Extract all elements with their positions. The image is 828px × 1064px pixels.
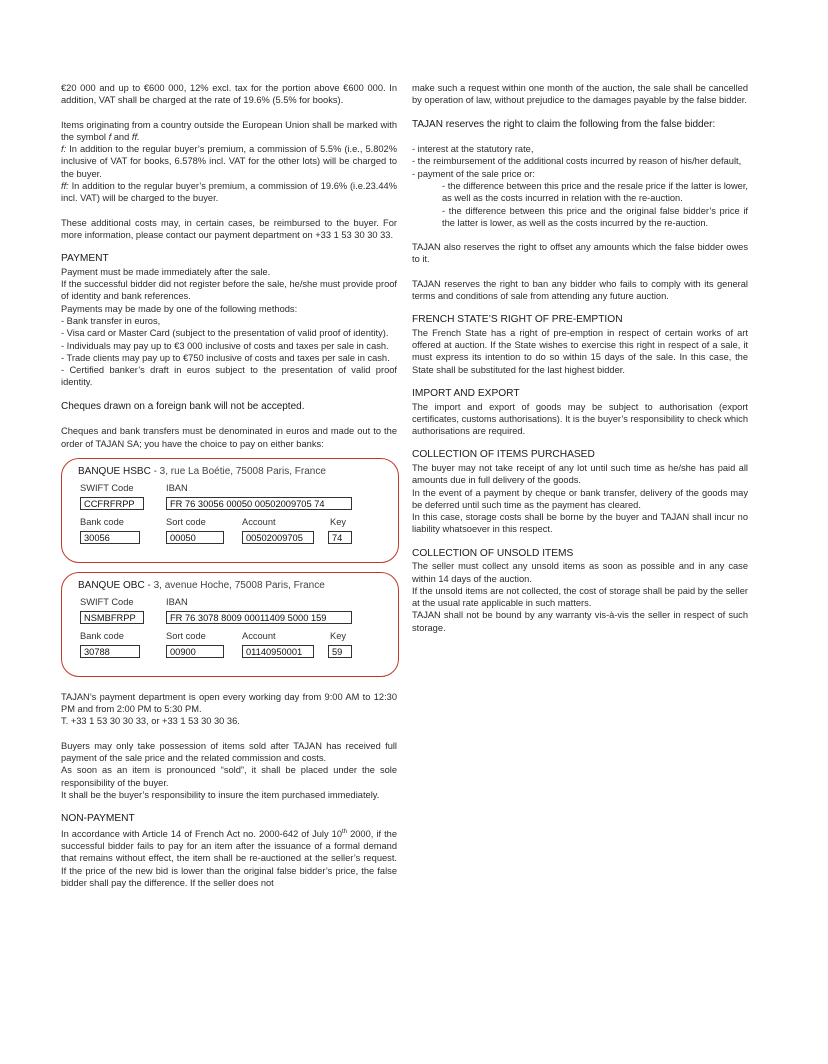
- swift-value: CCFRFRPP: [80, 497, 144, 510]
- sort-code-value: 00900: [166, 645, 224, 658]
- claim-heading: TAJAN reserves the right to claim the following from the false bidder:: [412, 118, 716, 130]
- collection-paragraph: In this case, storage costs shall be borne by the buyer and TAJAN shall incur no liability whatsoever in this respect.: [412, 512, 748, 535]
- bank-code-value: 30788: [80, 645, 140, 658]
- cheques-notice: Cheques drawn on a foreign bank will not be accepted.: [61, 400, 305, 412]
- right-column: [412, 82, 748, 634]
- bank-title: BANQUE OBC - 3, avenue Hoche, 75008 Paris, France: [78, 579, 325, 591]
- bank-details: [78, 594, 388, 670]
- collection-paragraph: The buyer may not take receipt of any lot until such time as he/she has paid all amounts due in full delivery of the goods.: [412, 462, 748, 486]
- payment-method: - Visa card or Master Card (subject to the presentation of valid proof of identity).: [61, 328, 389, 339]
- bank-box-hsbc: [61, 458, 399, 563]
- f-symbol-paragraph: f: In addition to the regular buyer’s premium, a commission of 5.5% (i.e., 5.802% inclusive of VAT for books, 6.578% incl. VAT for the other lots) will be charged to the buyer.: [61, 144, 397, 179]
- ff-symbol-paragraph: ff: In addition to the regular buyer’s premium, a commission of 19.6% (i.e.23.44% incl. VAT) will be charged to the buyer.: [61, 181, 397, 204]
- iban-value: FR 76 30056 00050 00502009705 74: [166, 497, 352, 510]
- iban-label: IBAN: [166, 482, 188, 493]
- bank-box-obc: [61, 572, 399, 677]
- sort-code-label: Sort code: [166, 516, 206, 527]
- bank-code-label: Bank code: [80, 516, 124, 527]
- payment-department-hours: TAJAN’s payment department is open every working day from 9:00 AM to 12:30 PM and from 2:00 PM to 5:30 PM.: [61, 691, 397, 715]
- possession-paragraph: It shall be the buyer’s responsibility to insure the item purchased immediately.: [61, 789, 380, 800]
- swift-value: NSMBFRPP: [80, 611, 144, 624]
- bank-details: [78, 480, 388, 556]
- possession-paragraph: Buyers may only take possession of items sold after TAJAN has received full payment of the sale price and the related commission and costs.: [61, 740, 397, 764]
- left-column: [61, 82, 397, 889]
- swift-label: SWIFT Code: [80, 482, 134, 493]
- non-payment-continuation: make such a request within one month of the auction, the sale shall be cancelled by operation of law, without prejudice to the damages payable by the false bidder.: [412, 83, 748, 106]
- premium-paragraph: €20 000 and up to €600 000, 12% excl. tax for the portion above €600 000. In addition, VAT shall be charged at the rate of 19.6% (5.5% for books).: [61, 83, 397, 106]
- claim-subitem: - the difference between this price and the original false bidder’s price if the latter is lower, as well as the costs incurred by the re-auction.: [442, 205, 748, 228]
- claim-item: - interest at the statutory rate,: [412, 144, 534, 155]
- claim-subitem: - the difference between this price and the resale price if the latter is lower, as well as the costs incurred in relation with the re-auction.: [442, 180, 748, 204]
- account-value: 01140950001: [242, 645, 314, 658]
- preemption-heading: FRENCH STATE’S RIGHT OF PRE-EMPTION: [412, 314, 623, 326]
- payment-method: - Trade clients may pay up to €750 inclusive of costs and taxes per sale in cash.: [61, 352, 390, 363]
- ban-paragraph: TAJAN reserves the right to ban any bidder who fails to comply with its general terms and conditions of sale from attending any future auction.: [412, 278, 748, 302]
- payment-method: - Certified banker’s draft in euros subject to the presentation of valid proof identity.: [61, 365, 397, 388]
- payment-line: Payments may be made by one of the following methods:: [61, 303, 298, 314]
- payment-department-phone: T. +33 1 53 30 30 33, or +33 1 53 30 30 36.: [61, 716, 240, 727]
- preemption-paragraph: The French State has a right of pre-emption in respect of certain works of art offered at auction. If the State wishes to exercise this right in respect of a sale, it must express its intention to do so within 15 days of the sale. In this case, the State shall be substituted for the last highest bidder.: [412, 327, 748, 375]
- iban-value: FR 76 3078 8009 00011409 5000 159: [166, 611, 352, 624]
- collection-purchased-heading: COLLECTION OF ITEMS PURCHASED: [412, 449, 595, 461]
- non-payment-paragraph: In accordance with Article 14 of French Act no. 2000-642 of July 10th 2000, if the successful bidder fails to pay for an item after the issuance of a formal demand that remains without effect, the item shall be re-auctioned at the seller’s request. If the price of the new bid is lower than the original false bidder’s price, the false bidder shall pay the difference. If the seller does not: [61, 828, 398, 888]
- bank-code-label: Bank code: [80, 630, 124, 641]
- import-export-heading: IMPORT AND EXPORT: [412, 388, 520, 400]
- key-label: Key: [330, 516, 347, 527]
- denomination-paragraph: Cheques and bank transfers must be denominated in euros and made out to the order of TAJAN SA; you have the choice to pay on either banks:: [61, 426, 397, 449]
- bank-code-value: 30056: [80, 531, 140, 544]
- payment-method: - Individuals may pay up to €3 000 inclusive of costs and taxes per sale in cash.: [61, 340, 389, 351]
- iban-label: IBAN: [166, 596, 188, 607]
- bank-title: BANQUE HSBC - 3, rue La Boétie, 75008 Paris, France: [78, 465, 326, 477]
- swift-label: SWIFT Code: [80, 596, 134, 607]
- payment-line: If the successful bidder did not register before the sale, he/she must provide proof of identity and bank references.: [61, 279, 397, 302]
- payment-heading: PAYMENT: [61, 253, 109, 265]
- key-value: 59: [328, 645, 352, 658]
- key-label: Key: [330, 630, 347, 641]
- non-payment-heading: NON-PAYMENT: [61, 813, 135, 825]
- eu-origin-paragraph: Items originating from a country outside the European Union shall be marked with the symbol f and ff.: [61, 119, 397, 142]
- account-label: Account: [242, 516, 276, 527]
- sort-code-value: 00050: [166, 531, 224, 544]
- collection-unsold-heading: COLLECTION OF UNSOLD ITEMS: [412, 547, 574, 559]
- claim-item: - payment of the sale price or:: [412, 168, 535, 179]
- account-value: 00502009705: [242, 531, 314, 544]
- payment-line: Payment must be made immediately after the sale.: [61, 266, 271, 277]
- reimbursement-paragraph: These additional costs may, in certain cases, be reimbursed to the buyer. For more information, please contact our payment department on +33 1 53 30 30 33.: [61, 217, 397, 240]
- import-export-paragraph: The import and export of goods may be subject to authorisation (export certificates, customs authorisations). It is the buyer’s responsibility to check which authorisations are required.: [412, 401, 748, 437]
- claim-item: - the reimbursement of the additional costs incurred by reason of his/her default,: [412, 156, 742, 167]
- collection-paragraph: In the event of a payment by cheque or bank transfer, delivery of the goods may be deferred until such time as the payment has cleared.: [412, 487, 748, 510]
- offset-paragraph: TAJAN also reserves the right to offset any amounts which the false bidder owes to it.: [412, 242, 748, 265]
- payment-method: - Bank transfer in euros,: [61, 315, 161, 326]
- unsold-paragraph: If the unsold items are not collected, the cost of storage shall be paid by the seller at the usual rate applicable in such matters.: [412, 585, 748, 609]
- unsold-paragraph: The seller must collect any unsold items as soon as possible and in any case within 14 days of the auction.: [412, 561, 748, 584]
- key-value: 74: [328, 531, 352, 544]
- possession-paragraph: As soon as an item is pronounced “sold”, it shall be placed under the sole responsibility of the buyer.: [61, 765, 397, 788]
- account-label: Account: [242, 630, 276, 641]
- unsold-paragraph: TAJAN shall not be bound by any warranty vis-à-vis the seller in respect of such storage.: [412, 610, 748, 633]
- sort-code-label: Sort code: [166, 630, 206, 641]
